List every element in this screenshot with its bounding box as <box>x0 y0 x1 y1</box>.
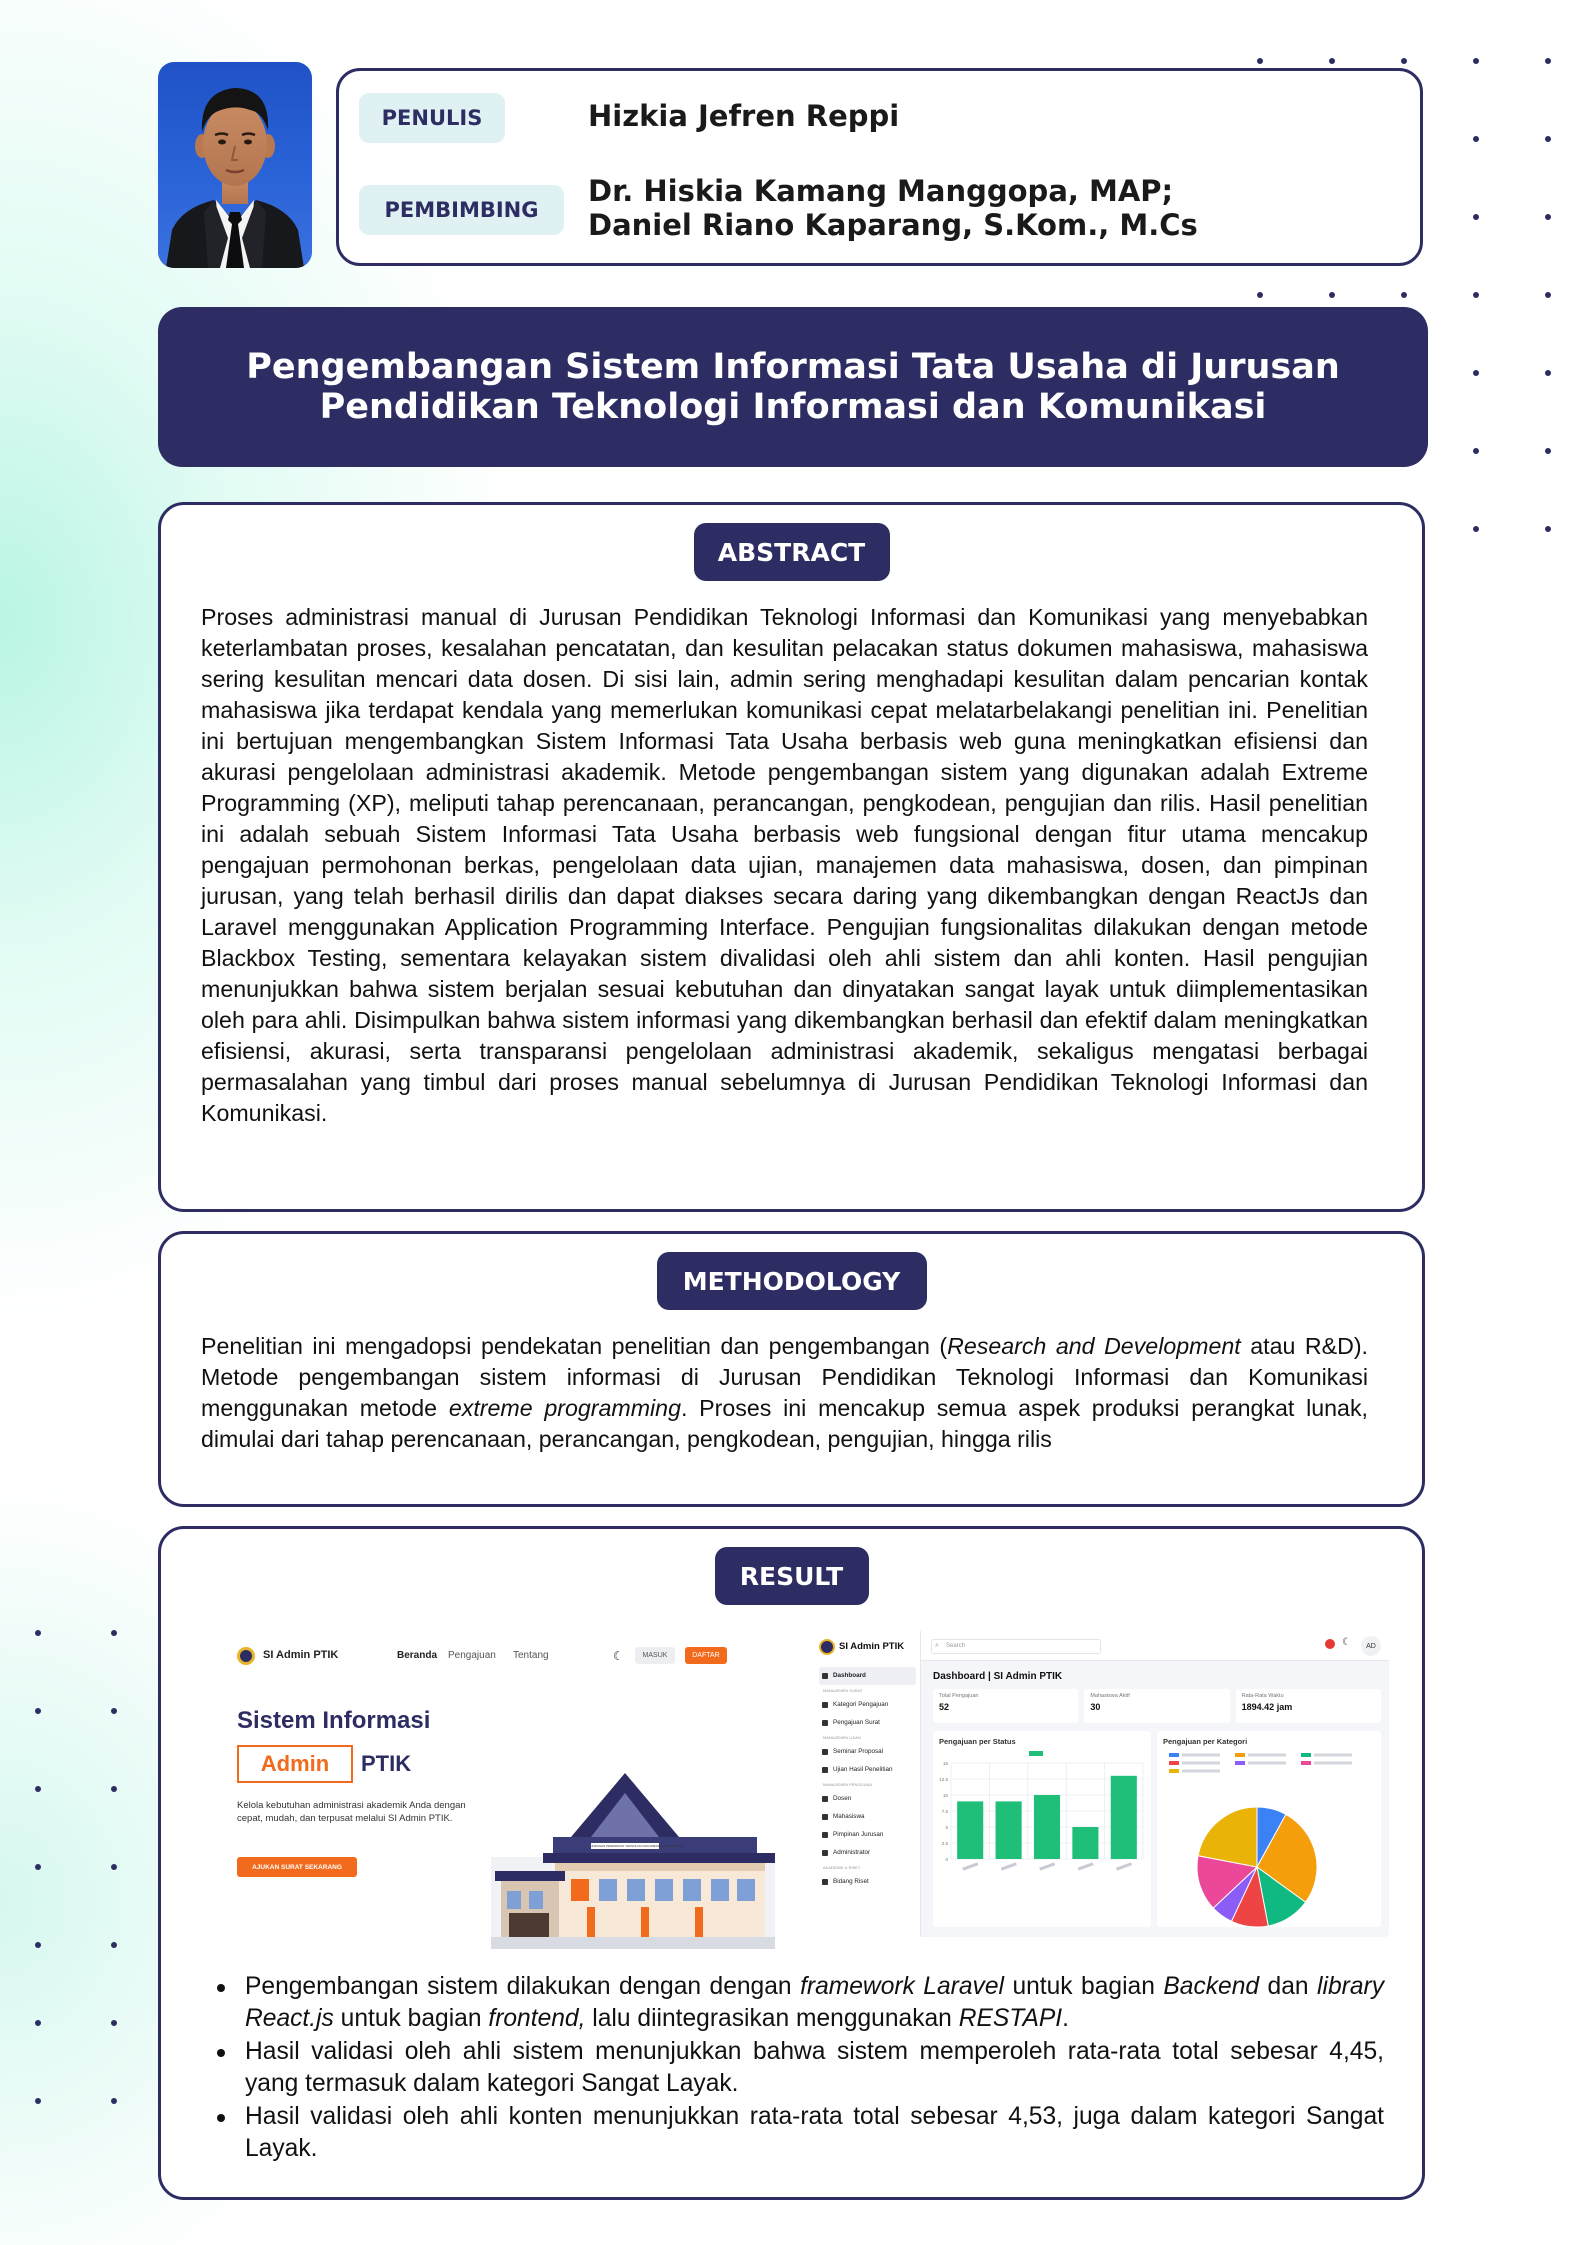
y-tick-label: 15 <box>942 1761 948 1766</box>
legend-label <box>1314 1762 1352 1765</box>
dot <box>1545 292 1551 298</box>
bullet-text: untuk bagian <box>333 2005 489 2032</box>
dot <box>111 1864 117 1870</box>
hero-description: Kelola kebutuhan administrasi akademik Anda dengan cepat, mudah, dan terpusat melalui SI Admin PTIK. <box>237 1800 466 1824</box>
bar <box>1072 1827 1098 1859</box>
status-chart-title: Pengajuan per Status <box>939 1737 1016 1746</box>
login-button[interactable]: MASUK <box>635 1647 675 1664</box>
menu-icon <box>822 1673 828 1679</box>
stat-card <box>1236 1689 1381 1723</box>
legend-swatch <box>1301 1753 1311 1757</box>
advisor-names <box>588 174 1198 242</box>
bullet-text: Hasil validasi oleh ahli konten menunjukkan rata-rata total sebesar 4,53, juga dalam kategori Sangat Layak. <box>245 2103 1384 2162</box>
advisor-label: PEMBIMBING <box>359 185 564 235</box>
x-tick-label <box>1116 1862 1132 1870</box>
dot <box>111 2020 117 2026</box>
category-chart-title: Pengajuan per Kategori <box>1163 1737 1248 1746</box>
legend-label <box>1248 1754 1286 1757</box>
bullet-text: RESTAPI <box>958 2005 1063 2032</box>
dot <box>1545 448 1551 454</box>
building-banner: JURUSAN PENDIDIKAN TEKNOLOGI INFORMASI & KOMUNIKASI <box>591 1844 683 1848</box>
stats-row <box>933 1689 1381 1723</box>
y-tick-label: 7.5 <box>941 1809 948 1814</box>
bar <box>996 1801 1022 1859</box>
dot <box>35 2098 41 2104</box>
title-line-1: Pengembangan Sistem Informasi Tata Usaha di Jurusan <box>246 347 1340 387</box>
dot <box>35 1864 41 1870</box>
search-input[interactable]: Search <box>931 1639 1101 1654</box>
legend-swatch <box>1169 1769 1179 1773</box>
dot <box>111 1942 117 1948</box>
legend-swatch <box>1235 1761 1245 1765</box>
menu-icon <box>822 1850 828 1856</box>
abstract-text: Proses administrasi manual di Jurusan Pendidikan Teknologi Informasi dan Komunikasi yang menyebabkan keterlambatan proses, kesalahan pencatatan, dan kesulitan pelacakan status dokumen mahasiswa, mahasiswa sering kesulitan mencari data dosen. Di sisi lain, admin sering menghadapi kesulitan dalam pencarian kontak mahasiswa jika terdapat kendala yang memerlukan komunikasi cepat melatarbelakangi penelitian ini. Penelitian ini bertujuan mengembangkan Sistem Informasi Tata Usaha berbasis web guna meningkatkan efisiensi dan akurasi pengelolaan administrasi akademik. Metode pengembangan sistem yang digunakan adalah Extreme Programming (XP), meliputi tahap perencanaan, perancangan, pengkodean, pengujian dan rilis. Hasil penelitian ini adalah sebuah Sistem Informasi Tata Usaha berbasis web fungsional dengan fitur utama mencakup pengajuan permohonan berkas, pengelolaan data ujian, manajemen data mahasiswa, dosen, dan pimpinan jurusan, yang telah berhasil dirilis dan dapat diakses secara daring yang dikembangkan dengan ReactJs dan Laravel menggunakan Application Programming Interface. Pengujian fungsionalitas dilakukan dengan metode Blackbox Testing, sementara kelayakan sistem divalidasi oleh ahli sistem dan ahli konten. Hasil pengujian menunjukkan bahwa sistem berjalan sesuai kebutuhan dan dinyatakan sangat layak untuk diimplementasikan oleh para ahli. Disimpulkan bahwa sistem informasi yang dikembangkan berhasil dan efektif dalam meningkatkan efisiensi, akurasi, serta transparansi pengelolaan administrasi akademik, sekaligus mengatasi berbagai permasalahan yang timbul dari proses manual sebelumnya di Jurusan Pendidikan Teknologi Informasi dan Komunikasi. <box>201 604 1368 1126</box>
dot <box>35 2020 41 2026</box>
result-section <box>158 1526 1425 2200</box>
cta-button[interactable]: AJUKAN SURAT SEKARANG <box>237 1857 357 1877</box>
dot <box>1257 292 1263 298</box>
sidebar-menu <box>819 1667 916 1891</box>
x-tick-label <box>1001 1862 1017 1870</box>
dot <box>1545 136 1551 142</box>
methodology-text-part: Penelitian ini mengadopsi pendekatan penelitian dan pengembangan ( <box>201 1333 948 1359</box>
status-bar-chart <box>933 1749 1151 1899</box>
hero-ptik: PTIK <box>361 1751 412 1776</box>
sidebar-item[interactable]: Pimpinan Jurusan <box>819 1826 916 1844</box>
sidebar-item[interactable]: Mahasiswa <box>819 1808 916 1826</box>
dot <box>1545 370 1551 376</box>
dot <box>111 1630 117 1636</box>
dashboard-title: Dashboard | SI Admin PTIK <box>933 1671 1063 1682</box>
menu-icon <box>822 1702 828 1708</box>
person-portrait-icon <box>158 62 312 268</box>
dashboard-sidebar <box>813 1631 921 1937</box>
advisor-name-1: Dr. Hiskia Kamang Manggopa, MAP; <box>588 174 1174 208</box>
result-bullet-list <box>211 1971 1384 2166</box>
legend-swatch <box>1301 1761 1311 1765</box>
hero-admin-highlight: Admin <box>237 1745 353 1783</box>
sidebar-item[interactable]: Dosen <box>819 1790 916 1808</box>
status-chart-card <box>933 1731 1151 1927</box>
dot <box>1545 526 1551 532</box>
bullet-text: Backend <box>1163 1973 1260 2000</box>
nav-pengajuan[interactable]: Pengajuan <box>448 1650 496 1661</box>
moon-icon[interactable]: ☾ <box>613 1649 624 1663</box>
result-bullet <box>211 2101 1384 2165</box>
dot <box>1473 370 1479 376</box>
menu-icon <box>822 1720 828 1726</box>
sidebar-item[interactable]: Dashboard <box>819 1667 916 1685</box>
methodology-text-emphasis: extreme programming <box>448 1395 681 1421</box>
nav-beranda[interactable]: Beranda <box>397 1650 438 1661</box>
dot <box>1329 292 1335 298</box>
author-label: PENULIS <box>359 93 505 143</box>
legend-label <box>1182 1754 1220 1757</box>
y-tick-label: 5 <box>945 1825 948 1830</box>
bullet-text: framework Laravel <box>800 1973 1004 2000</box>
dot <box>111 2098 117 2104</box>
bullet-text: lalu diintegrasikan menggunakan <box>585 2005 959 2032</box>
university-logo-icon <box>819 1639 835 1655</box>
dashboard-brand: SI Admin PTIK <box>839 1641 905 1652</box>
dashboard-topbar <box>921 1631 1389 1661</box>
menu-icon <box>822 1796 828 1802</box>
category-pie-chart <box>1157 1749 1381 1935</box>
sidebar-item[interactable]: Seminar Proposal <box>819 1743 916 1761</box>
dot <box>111 1708 117 1714</box>
sidebar-group-label: AKADEMIK & RISET <box>823 1865 861 1870</box>
menu-icon <box>822 1767 828 1773</box>
legend-swatch <box>1029 1751 1043 1756</box>
y-tick-label: 2.5 <box>941 1841 948 1846</box>
search-icon: ⌕ <box>935 1641 939 1649</box>
sidebar-item[interactable]: Kategori Pengajuan <box>819 1696 916 1714</box>
dot <box>35 1630 41 1636</box>
dot <box>1257 58 1263 64</box>
y-tick-label: 0 <box>945 1857 948 1862</box>
legend-label <box>1182 1770 1220 1773</box>
dot <box>35 1786 41 1792</box>
y-tick-label: 12.5 <box>939 1777 948 1782</box>
bullet-text: untuk bagian <box>1003 1973 1164 2000</box>
legend-swatch <box>1169 1753 1179 1757</box>
result-bullet <box>211 1971 1384 2035</box>
sidebar-group-label: MANAJEMEN SURAT <box>823 1688 863 1693</box>
dot <box>1473 214 1479 220</box>
methodology-section <box>158 1231 1425 1507</box>
bullet-text: . <box>1062 2005 1069 2032</box>
stat-label: Rata-Rata Waktu <box>1241 1693 1284 1699</box>
legend-swatch <box>1169 1761 1179 1765</box>
poster-title <box>158 307 1428 467</box>
stat-label: Total Pengajuan <box>939 1693 979 1699</box>
x-tick-label <box>1078 1862 1094 1870</box>
dot <box>1545 214 1551 220</box>
dot <box>1473 292 1479 298</box>
dot <box>111 1786 117 1792</box>
x-tick-label <box>1039 1862 1055 1870</box>
dot-pattern-bottom-left <box>35 1630 117 2104</box>
avatar[interactable]: AD <box>1361 1636 1381 1656</box>
stat-card <box>1084 1689 1229 1723</box>
menu-icon <box>822 1879 828 1885</box>
menu-icon <box>822 1749 828 1755</box>
author-name: Hizkia Jefren Reppi <box>588 99 900 133</box>
legend-label <box>1182 1762 1220 1765</box>
bar <box>1111 1776 1137 1859</box>
result-heading: RESULT <box>715 1547 869 1605</box>
sidebar-group-label: MANAJEMEN PENGGUNA <box>823 1782 873 1787</box>
stat-value: 30 <box>1090 1702 1101 1712</box>
stat-label: Mahasiswa Aktif <box>1090 1693 1130 1699</box>
stat-value: 1894.42 jam <box>1241 1702 1293 1712</box>
dot <box>1401 292 1407 298</box>
bullet-text: Hasil validasi oleh ahli sistem menunjukkan bahwa sistem memperoleh rata-rata total sebesar 4,45, yang termasuk dalam kategori Sangat Layak. <box>245 2038 1384 2097</box>
dashboard-screenshot <box>813 1631 1389 1937</box>
legend-swatch <box>1235 1753 1245 1757</box>
sidebar-item[interactable]: Administrator <box>819 1844 916 1862</box>
register-button[interactable]: DAFTAR <box>685 1647 727 1664</box>
notification-icon[interactable] <box>1325 1639 1335 1649</box>
advisor-name-2: Daniel Riano Kaparang, S.Kom., M.Cs <box>588 208 1198 242</box>
landing-brand: SI Admin PTIK <box>263 1649 339 1661</box>
bar <box>957 1801 983 1859</box>
sidebar-item[interactable]: Bidang Riset <box>819 1873 916 1891</box>
abstract-heading: ABSTRACT <box>694 523 890 581</box>
nav-tentang[interactable]: Tentang <box>513 1650 549 1661</box>
menu-icon <box>822 1814 828 1820</box>
sidebar-item[interactable]: Pengajuan Surat <box>819 1714 916 1732</box>
category-chart-card <box>1157 1731 1381 1927</box>
author-info-box <box>336 68 1423 266</box>
campus-building-icon <box>491 1707 775 1949</box>
abstract-section <box>158 502 1425 1212</box>
bar <box>1034 1795 1060 1859</box>
methodology-text-part: atau R&D). Metode pengembangan sistem informasi di Jurusan Pendidikan Teknologi Informasi dan Komunikasi menggunakan metode <box>201 1333 1368 1421</box>
dot <box>35 1942 41 1948</box>
bullet-text: dan <box>1259 1973 1318 2000</box>
dot <box>1473 136 1479 142</box>
methodology-heading: METHODOLOGY <box>657 1252 927 1310</box>
hero-title: Sistem Informasi <box>237 1707 431 1734</box>
moon-icon[interactable]: ☾ <box>1342 1637 1351 1648</box>
dot <box>1473 448 1479 454</box>
university-logo-icon <box>237 1647 255 1665</box>
bullet-text: Pengembangan sistem dilakukan dengan dengan <box>245 1973 801 2000</box>
sidebar-group-label: MANAJEMEN UJIAN <box>823 1735 861 1740</box>
bullet-text: library React.js <box>245 1973 1385 2032</box>
sidebar-item[interactable]: Ujian Hasil Penelitian <box>819 1761 916 1779</box>
stat-card <box>933 1689 1078 1723</box>
result-bullet <box>211 2036 1384 2100</box>
landing-page-screenshot <box>191 1627 775 1949</box>
author-photo <box>158 62 312 268</box>
dot <box>35 1708 41 1714</box>
dot <box>1401 58 1407 64</box>
bullet-text: frontend, <box>488 2005 586 2032</box>
stat-value: 52 <box>939 1702 950 1712</box>
legend-label <box>1248 1762 1286 1765</box>
y-tick-label: 10 <box>942 1793 948 1798</box>
dot <box>1473 526 1479 532</box>
methodology-text-emphasis: Research and Development <box>947 1333 1241 1359</box>
methodology-text-part: . Proses ini mencakup semua aspek produksi perangkat lunak, dimulai dari tahap perencanaan, perancangan, pengkodean, pengujian, hingga rilis <box>201 1395 1368 1452</box>
methodology-text <box>201 1331 1368 1455</box>
legend-label <box>1314 1754 1352 1757</box>
x-tick-label <box>962 1862 978 1870</box>
title-line-2: Pendidikan Teknologi Informasi dan Komunikasi <box>319 387 1267 427</box>
menu-icon <box>822 1832 828 1838</box>
dot <box>1329 58 1335 64</box>
dot <box>1473 58 1479 64</box>
dot <box>1545 58 1551 64</box>
